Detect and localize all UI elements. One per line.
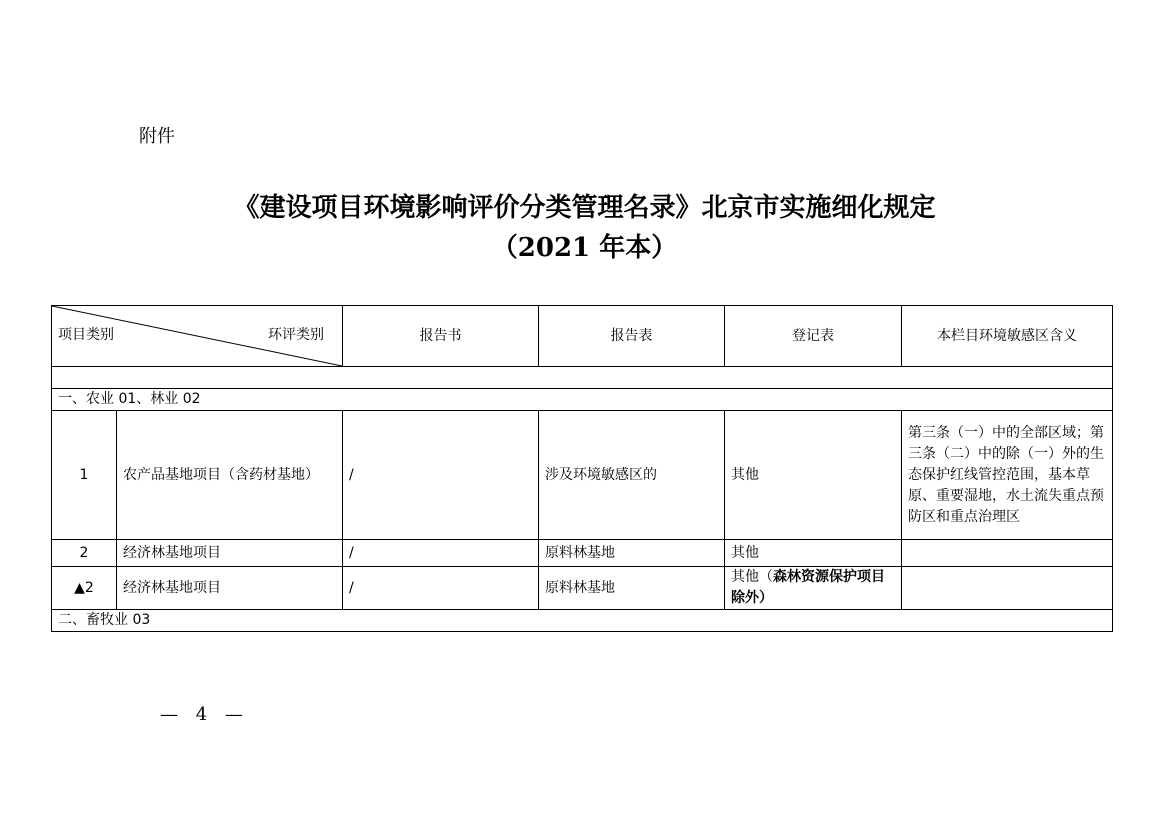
section-row — [52, 389, 1113, 411]
section-heading: 一、农业 01、林业 02 — [52, 389, 1113, 411]
header-report-book: 报告书 — [343, 306, 539, 367]
project-name: 经济林基地项目 — [117, 567, 343, 610]
report-book-value: / — [343, 540, 539, 567]
attachment-label: 附件 — [139, 126, 175, 147]
registration-text: 其他 — [731, 466, 759, 483]
header-sensitive-area: 本栏目环境敏感区含义 — [902, 306, 1113, 367]
header-registration-form: 登记表 — [725, 306, 902, 367]
section-heading: 二、畜牧业 03 — [52, 610, 1113, 632]
classification-table — [51, 305, 1113, 632]
blank-row — [52, 367, 1113, 389]
diagonal-header-cell — [52, 306, 343, 367]
project-name: 农产品基地项目（含药材基地） — [117, 411, 343, 540]
sensitive-area-value — [902, 567, 1113, 610]
row-number: 1 — [52, 411, 117, 540]
report-form-value: 涉及环境敏感区的 — [539, 411, 725, 540]
section-row — [52, 610, 1113, 632]
report-book-value: / — [343, 567, 539, 610]
table-row — [52, 540, 1113, 567]
report-form-value: 原料林基地 — [539, 567, 725, 610]
table-header-row — [52, 306, 1113, 367]
project-category-label: 项目类别 — [58, 327, 114, 343]
registration-value — [725, 411, 902, 540]
project-name: 经济林基地项目 — [117, 540, 343, 567]
table-row — [52, 567, 1113, 610]
registration-text: 其他 — [731, 544, 759, 561]
registration-text: 其他（ — [731, 569, 773, 585]
document-title: 《建设项目环境影响评价分类管理名录》北京市实施细化规定 — [233, 193, 936, 223]
document-subtitle: （2021 年本） — [491, 233, 678, 263]
table-row — [52, 411, 1113, 540]
registration-value — [725, 567, 902, 610]
sensitive-area-value: 第三条（一）中的全部区域；第三条（二）中的除（一）外的生态保护红线管控范围，基本草原、重要湿地，水土流失重点预防区和重点治理区 — [902, 411, 1113, 540]
registration-bold-text: 森林资源保护项目除外） — [731, 569, 885, 606]
eia-category-label: 环评类别 — [268, 327, 324, 343]
sensitive-area-value — [902, 540, 1113, 567]
blank-cell — [52, 367, 1113, 389]
page-number: — 4 — — [160, 704, 249, 725]
row-number: 2 — [52, 540, 117, 567]
report-form-value: 原料林基地 — [539, 540, 725, 567]
report-book-value: / — [343, 411, 539, 540]
registration-value — [725, 540, 902, 567]
row-number: ▲2 — [52, 567, 117, 610]
header-report-form: 报告表 — [539, 306, 725, 367]
